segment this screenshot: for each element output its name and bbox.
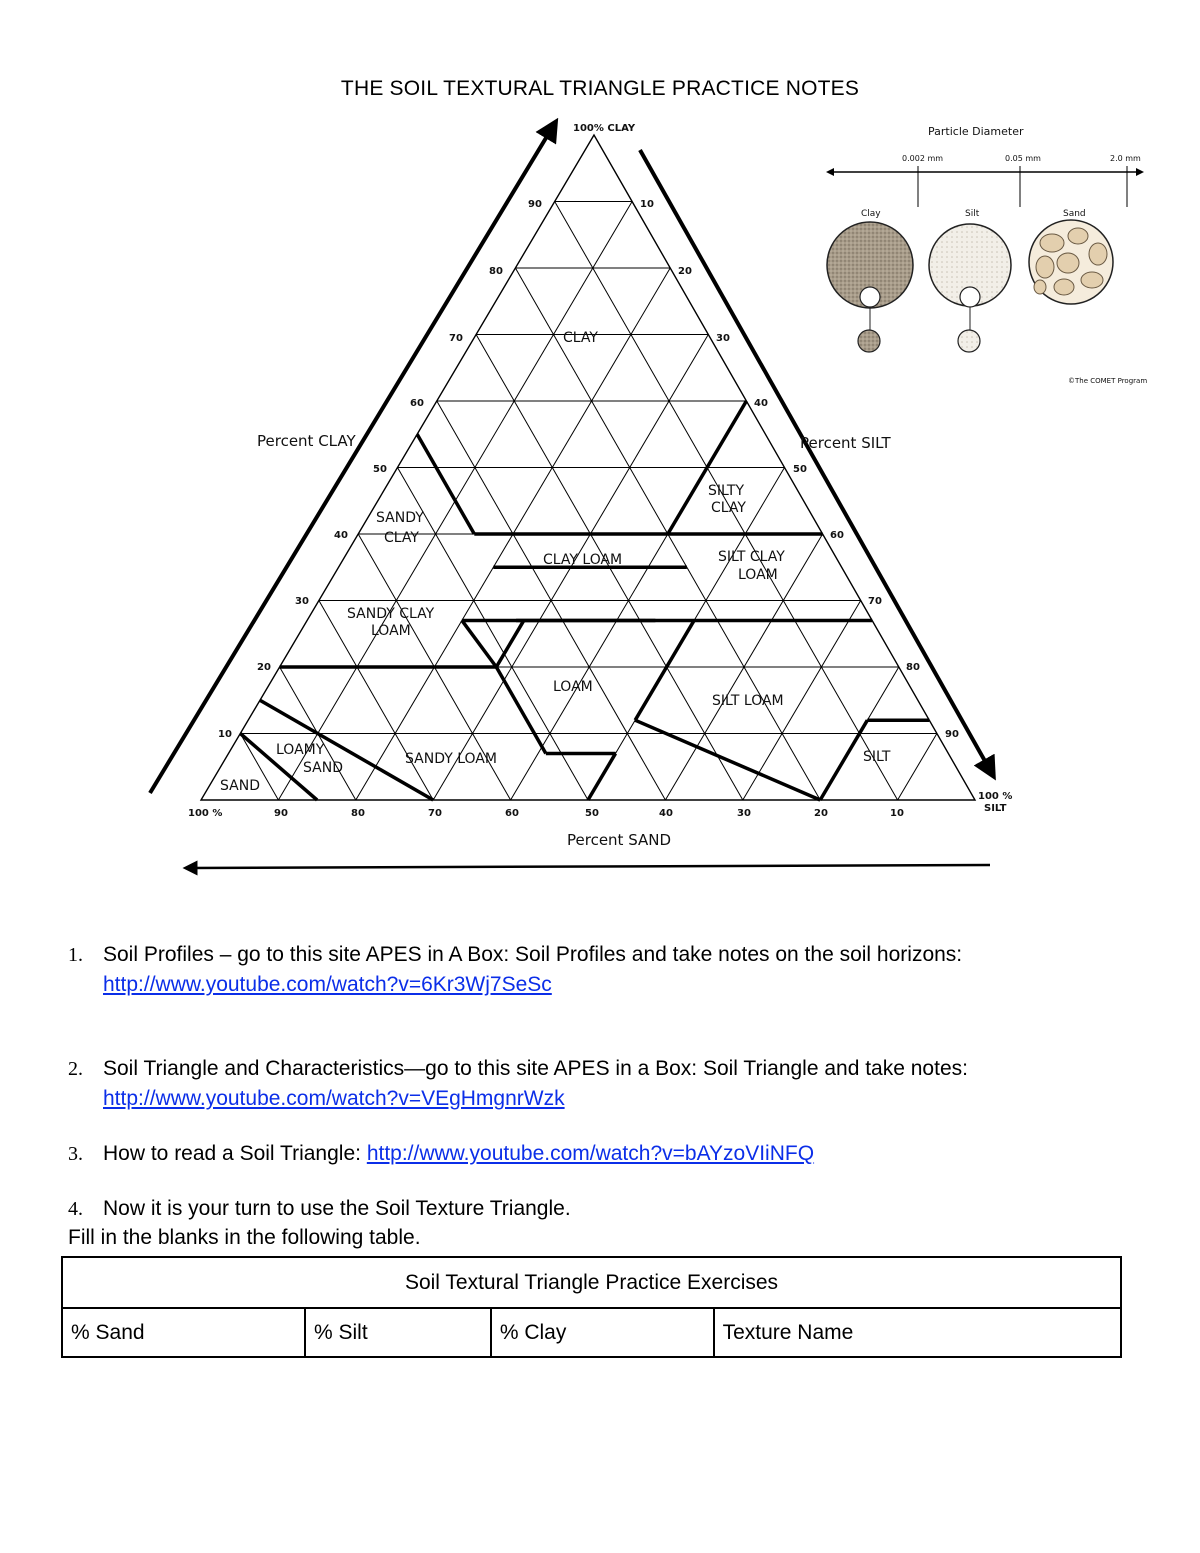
texture-boundary-line [820,720,867,800]
region-silty-clay-2: CLAY [711,500,746,516]
texture-boundary-line [462,620,496,667]
clay-100-label: 100% CLAY [573,123,636,134]
sand-axis-arrow [190,865,990,868]
silt-tick: 60 [830,530,844,541]
particle-diameter-diagram [826,125,1147,385]
silt-zoom-circle [960,287,980,307]
sand-grain [1036,256,1054,278]
sand-tick: 30 [737,808,751,819]
task-list [68,940,1128,1224]
sand-ticks [274,808,904,819]
region-sand: SAND [220,778,260,794]
region-silt-clay-loam: SILT CLAY [718,549,785,565]
region-silty-clay: SILTY [708,483,744,499]
task-text: How to read a Soil Triangle: [103,1142,361,1165]
region-loamy-sand: LOAMY [276,742,325,758]
task-number: 4. [68,1198,83,1220]
header-silt: % Silt [305,1308,491,1357]
triangle-grid [240,202,937,801]
clay-zoom-sample [858,330,880,352]
practice-table [61,1256,1122,1358]
sand-tick: 70 [428,808,442,819]
percent-clay-label: Percent CLAY [257,432,356,450]
region-sandy-clay-2: CLAY [384,530,419,546]
region-loamy-sand-2: SAND [303,760,343,776]
sand-tick: 90 [274,808,288,819]
task-number: 2. [68,1058,83,1080]
region-sandy-clay-loam-2: LOAM [371,623,411,639]
sand-tick: 40 [659,808,673,819]
sand-grain [1040,234,1064,252]
silt-tick: 40 [754,398,768,409]
clay-tick: 80 [489,266,503,277]
task-text: Soil Profiles – go to this site APES in A Box: Soil Profiles and take notes on the soil horizons: [103,943,963,966]
clay-tick: 20 [257,662,271,673]
silt-zoom-sample [958,330,980,352]
region-silt-clay-loam-2: LOAM [738,567,778,583]
clay-zoom-circle [860,287,880,307]
sand-tick: 50 [585,808,599,819]
sand-tick: 10 [890,808,904,819]
scale-label: 2.0 mm [1110,154,1141,163]
sand-grain [1089,243,1107,265]
sand-grain [1081,272,1103,288]
task-item [68,1054,1128,1114]
task-link[interactable]: http://www.youtube.com/watch?v=VEgHmgnrWzk [103,1087,565,1110]
clay-tick: 10 [218,729,232,740]
clay-tick: 60 [410,398,424,409]
silt-100-label: 100 % [978,791,1013,802]
task-text: Soil Triangle and Characteristics—go to this site APES in a Box: Soil Triangle and take notes: [103,1057,968,1080]
sand-grain [1057,253,1079,273]
task-item [68,940,1128,1000]
silt-label: Silt [965,209,980,219]
silt-tick: 30 [716,333,730,344]
silt-tick: 20 [678,266,692,277]
silt-tick: 10 [640,199,654,210]
region-loam: LOAM [553,679,593,695]
region-sandy-clay: SANDY [376,510,424,526]
header-sand: % Sand [62,1308,305,1357]
texture-boundary-line [496,620,524,667]
header-texture-name: Texture Name [714,1308,1121,1357]
region-silt: SILT [863,749,891,765]
sand-tick: 80 [351,808,365,819]
sand-grain [1034,280,1046,294]
silt-ticks [640,199,959,740]
comet-credit: ©The COMET Program [1068,377,1148,385]
scale-arrow-left-icon [826,168,834,176]
silt-tick: 90 [945,729,959,740]
sand-grain [1054,279,1074,295]
task-link[interactable]: http://www.youtube.com/watch?v=bAYzoVIiNFQ [366,1142,815,1165]
texture-boundary-line [417,434,474,534]
percent-sand-label: Percent SAND [567,831,672,849]
region-sandy-loam: SANDY LOAM [405,751,497,767]
task-link[interactable]: http://www.youtube.com/watch?v=6Kr3Wj7SeSc [103,973,552,996]
sand-tick: 20 [814,808,828,819]
table-title: Soil Textural Triangle Practice Exercises [62,1257,1121,1308]
scale-label: 0.05 mm [1005,154,1041,163]
silt-tick: 50 [793,464,807,475]
clay-tick: 50 [373,464,387,475]
clay-tick: 40 [334,530,348,541]
task-number: 1. [68,944,83,966]
page-title: THE SOIL TEXTURAL TRIANGLE PRACTICE NOTES [340,77,860,100]
scale-arrow-right-icon [1136,168,1144,176]
silt-tick: 70 [868,596,882,607]
task-number: 3. [68,1143,83,1165]
sand-label: Sand [1063,209,1086,219]
region-sandy-clay-loam: SANDY CLAY [347,606,435,622]
sand-100-label: 100 % [188,808,223,819]
clay-label: Clay [861,209,881,219]
texture-boundary-line [496,667,546,753]
task-item [68,1139,1128,1169]
silt-tick: 80 [906,662,920,673]
fill-instruction: Fill in the blanks in the following table. [68,1226,421,1249]
clay-tick: 70 [449,333,463,344]
texture-boundary-line [635,720,820,800]
task-item [68,1194,1128,1224]
sand-grain [1068,228,1088,244]
silt-100-label-2: SILT [984,803,1007,814]
particle-diameter-title: Particle Diameter [928,125,1024,138]
clay-tick: 30 [295,596,309,607]
region-clay-loam: CLAY LOAM [543,552,623,568]
scale-label: 0.002 mm [902,154,944,163]
clay-ticks [218,199,542,740]
percent-silt-label: Percent SILT [800,434,891,452]
grid-line-silt [898,734,937,801]
region-clay: CLAY [563,330,598,346]
region-silt-loam: SILT LOAM [712,693,784,709]
clay-tick: 90 [528,199,542,210]
texture-boundary-line [635,620,694,720]
sand-tick: 60 [505,808,519,819]
task-text: Now it is your turn to use the Soil Texture Triangle. [103,1197,571,1220]
clay-axis-arrow [150,128,552,793]
texture-boundary-line [588,753,616,800]
header-clay: % Clay [491,1308,714,1357]
